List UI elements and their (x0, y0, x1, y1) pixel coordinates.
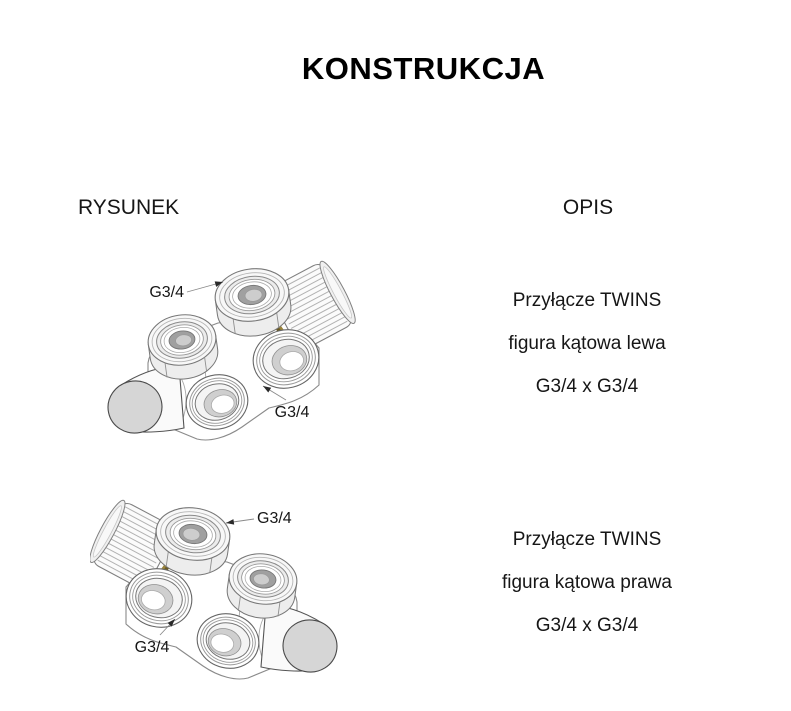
page-title: KONSTRUKCJA (301, 51, 546, 86)
description-row1-line1: Przyłącze TWINS (512, 290, 662, 311)
g34-label-top: G3/4 (149, 284, 184, 301)
technical-drawing-twins-left (90, 255, 410, 465)
description-row2-line3: G3/4 x G3/4 (535, 615, 639, 636)
g34-label-bottom: G3/4 (274, 404, 310, 421)
technical-drawing-twins-right (90, 490, 410, 700)
column-header-description: OPIS (562, 196, 614, 219)
column-header-drawing: RYSUNEK (78, 196, 180, 219)
description-row1-line3: G3/4 x G3/4 (535, 376, 639, 397)
g34-label-bottom: G3/4 (134, 639, 170, 656)
description-row2-line1: Przyłącze TWINS (512, 529, 662, 550)
g34-label-top: G3/4 (257, 510, 292, 527)
leader-line-top (226, 519, 254, 523)
description-row1-line2: figura kątowa lewa (508, 333, 666, 354)
description-row2-line2: figura kątowa prawa (501, 572, 673, 593)
